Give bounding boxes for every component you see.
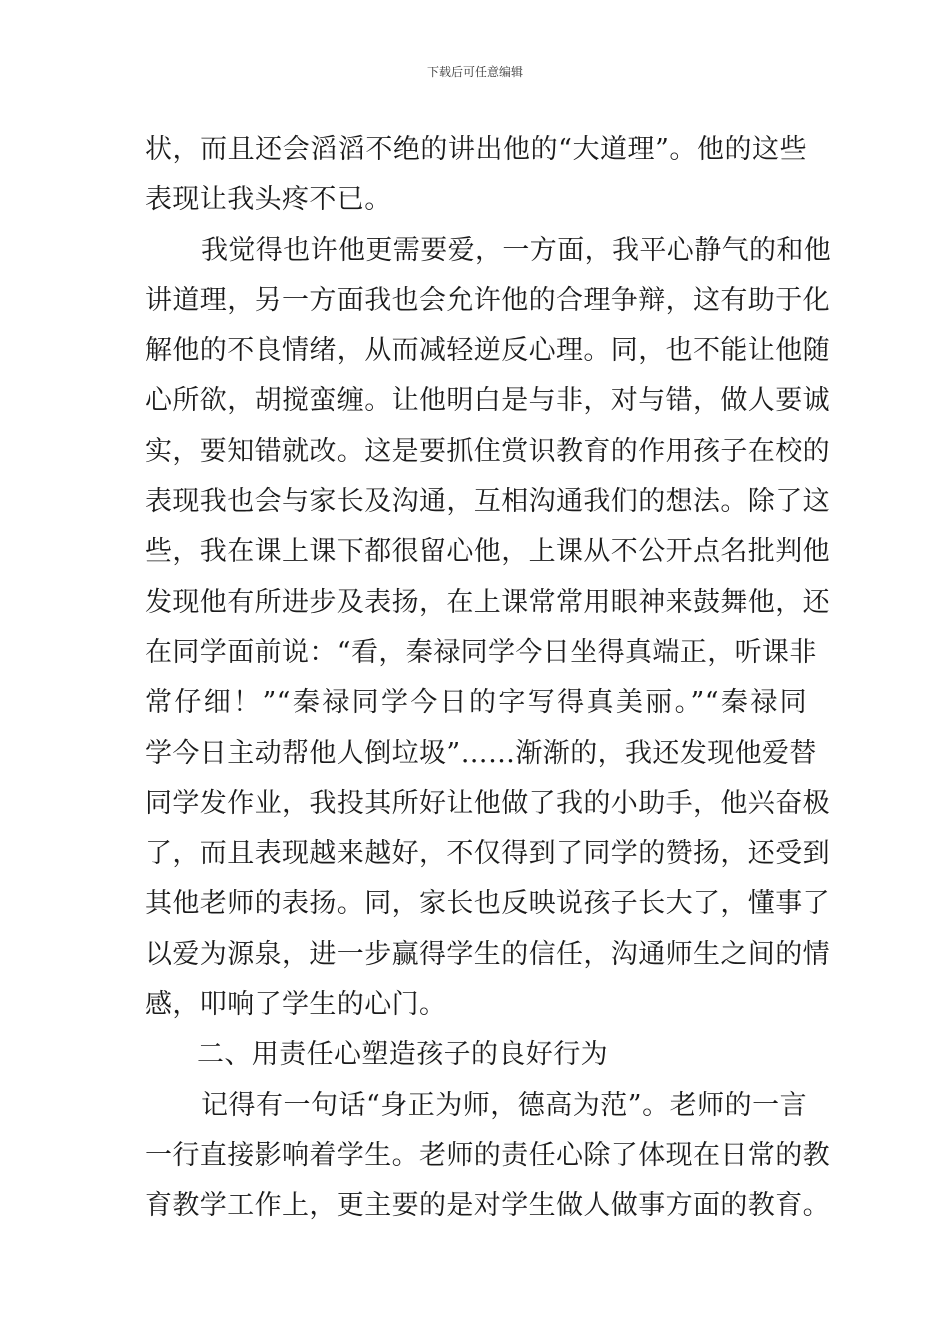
text-line: 心所欲，胡搅蛮缠。让他明白是与非，对与错，做人要诚 [145, 385, 830, 417]
section-heading: 二、用责任心塑造孩子的良好行为 [197, 1039, 608, 1071]
text-line: 学今日主动帮他人倒垃圾”……渐渐的，我还发现他爱替 [145, 737, 817, 769]
page-header-note: 下载后可任意编辑 [426, 65, 523, 79]
text-line: 表现让我头疼不已。 [145, 184, 392, 216]
text-line: 解他的不良情绪，从而减轻逆反心理。同，也不能让他随 [145, 335, 830, 367]
text-line: 同学发作业，我投其所好让他做了我的小助手，他兴奋极 [145, 787, 830, 819]
text-line: 一行直接影响着学生。老师的责任心除了体现在日常的教 [145, 1139, 830, 1171]
text-line: 状，而且还会滔滔不绝的讲出他的“大道理”。他的这些 [145, 134, 807, 165]
text-line: 育教学工作上，更主要的是对学生做人做事方面的教育。 [145, 1190, 830, 1222]
text-line: 讲道理，另一方面我也会允许他的合理争辩，这有助于化 [145, 284, 830, 316]
paragraph-first-line: 记得有一句话“身正为师，德高为范”。老师的一言 [201, 1089, 807, 1121]
paragraph-first-line: 我觉得也许他更需要爱，一方面，我平心静气的和他 [201, 234, 832, 266]
document-body [145, 125, 832, 1232]
text-line: 感，叩响了学生的心门。 [145, 989, 447, 1021]
text-line: 常仔细！”“秦禄同学今日的字写得真美丽。”“秦禄同 [145, 687, 807, 719]
text-line: 实，要知错就改。这是要抓住赏识教育的作用孩子在校的 [145, 435, 830, 467]
text-line: 发现他有所进步及表扬，在上课常常用眼神来鼓舞他，还 [145, 586, 830, 618]
text-line: 表现我也会与家长及沟通，互相沟通我们的想法。除了这 [145, 486, 830, 518]
text-line: 其他老师的表扬。同，家长也反映说孩子长大了，懂事了 [145, 888, 830, 920]
text-line: 以爱为源泉，进一步赢得学生的信任，沟通师生之间的情 [145, 938, 830, 970]
text-line: 了，而且表现越来越好，不仅得到了同学的赞扬，还受到 [145, 838, 830, 870]
text-line: 在同学面前说：“看，秦禄同学今日坐得真端正，听课非 [145, 636, 817, 668]
text-line: 些，我在课上课下都很留心他，上课从不公开点名批判他 [145, 536, 830, 568]
